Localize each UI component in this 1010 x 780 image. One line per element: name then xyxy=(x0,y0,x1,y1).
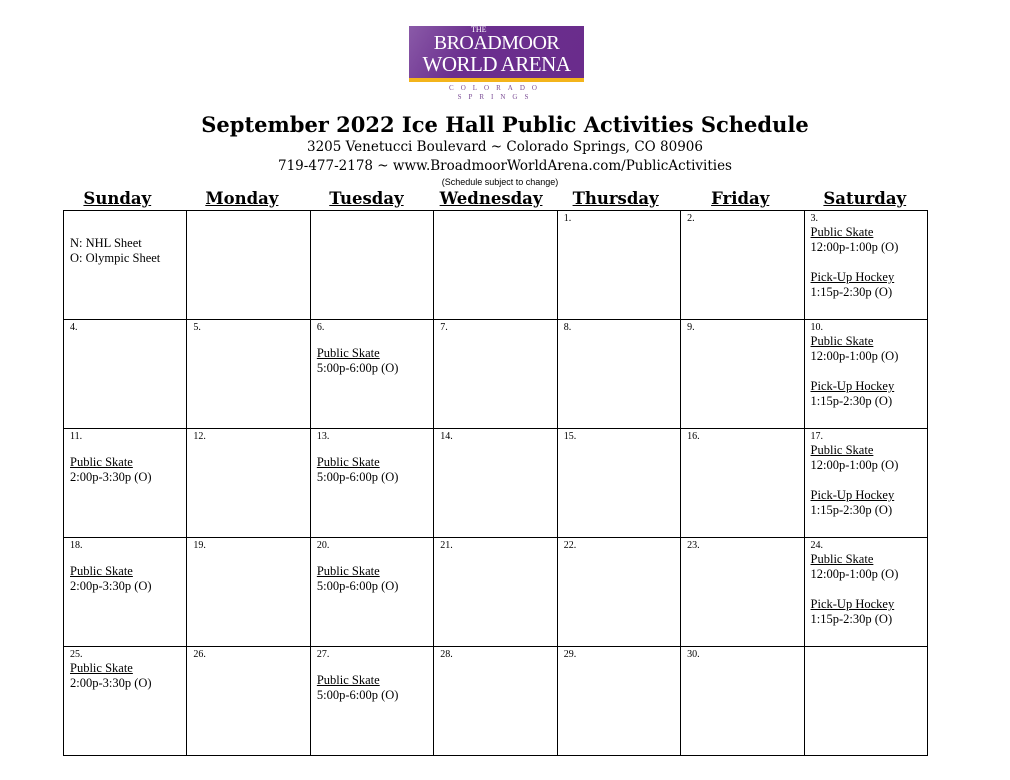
week-row xyxy=(64,320,928,429)
day-number: 10. xyxy=(810,322,824,333)
day-number: 27. xyxy=(316,649,330,660)
event-time: 5:00p-6:00p (O) xyxy=(316,470,399,484)
event xyxy=(811,225,921,255)
day-number: 28. xyxy=(440,649,453,660)
day-cell xyxy=(681,647,804,756)
day-cell xyxy=(557,538,680,647)
event-time: 5:00p-6:00p (O) xyxy=(316,688,399,702)
day-cell xyxy=(681,211,804,320)
event-title: Public Skate xyxy=(70,564,133,578)
logo-the: THE xyxy=(471,26,487,34)
day-number: 11. xyxy=(70,431,83,442)
logo-line-1: BROADMOOR xyxy=(433,32,560,54)
day-cell xyxy=(681,429,804,538)
day-cell xyxy=(310,211,433,320)
day-number: 6. xyxy=(316,322,325,333)
day-cell xyxy=(310,538,433,647)
day-number: 30. xyxy=(687,649,700,660)
day-cell xyxy=(64,320,187,429)
event-time: 1:15p-2:30p (O) xyxy=(810,394,893,408)
event-title: Public Skate xyxy=(316,455,380,469)
logo-subtitle: COLORADO SPRINGS xyxy=(449,84,544,101)
event-title: Pick-Up Hockey xyxy=(810,379,895,393)
event xyxy=(811,270,921,300)
day-number: 21. xyxy=(440,540,453,551)
event xyxy=(811,488,921,518)
event xyxy=(811,552,921,582)
day-cell xyxy=(557,429,680,538)
day-cell xyxy=(434,429,557,538)
event-title: Pick-Up Hockey xyxy=(810,488,895,502)
day-header-tuesday: Tuesday xyxy=(329,189,404,208)
arena-logo xyxy=(409,26,584,78)
event-time: 12:00p-1:00p (O) xyxy=(810,240,899,254)
day-cell xyxy=(187,647,310,756)
event-time: 2:00p-3:30p (O) xyxy=(70,676,152,690)
logo-line-2: WORLD ARENA xyxy=(422,52,571,76)
event xyxy=(811,379,921,409)
day-headers xyxy=(55,189,927,209)
day-number: 22. xyxy=(563,540,577,551)
event xyxy=(317,673,427,703)
schedule-note: (Schedule subject to change) xyxy=(441,177,559,187)
day-number: 12. xyxy=(193,431,206,442)
event-title: Public Skate xyxy=(810,443,874,457)
day-cell xyxy=(804,211,927,320)
contact-info: 719-477-2178 ~ www.BroadmoorWorldArena.com/PublicActivities xyxy=(277,158,732,174)
calendar-grid xyxy=(63,210,928,756)
legend-item: O: Olympic Sheet xyxy=(70,251,161,265)
day-cell xyxy=(804,429,927,538)
day-number: 20. xyxy=(316,540,330,551)
day-number: 5. xyxy=(193,322,201,333)
day-cell xyxy=(187,211,310,320)
day-number: 25. xyxy=(70,649,83,660)
event-time: 5:00p-6:00p (O) xyxy=(316,579,399,593)
day-cell xyxy=(310,429,433,538)
page-title: September 2022 Ice Hall Public Activities Schedule xyxy=(201,112,809,137)
day-cell xyxy=(64,538,187,647)
event-title: Public Skate xyxy=(316,564,380,578)
event-time: 12:00p-1:00p (O) xyxy=(810,567,899,581)
day-cell xyxy=(804,538,927,647)
event-time: 2:00p-3:30p (O) xyxy=(70,470,152,484)
day-cell xyxy=(310,320,433,429)
event-title: Public Skate xyxy=(810,334,874,348)
day-header-saturday: Saturday xyxy=(823,189,907,208)
logo-gold-bar xyxy=(409,78,584,82)
day-number: 8. xyxy=(563,322,572,333)
day-cell xyxy=(557,211,680,320)
day-number: 13. xyxy=(316,431,330,442)
event-time: 1:15p-2:30p (O) xyxy=(810,503,893,517)
day-cell xyxy=(64,211,187,320)
day-cell xyxy=(187,538,310,647)
day-number: 15. xyxy=(563,431,577,442)
day-cell xyxy=(434,211,557,320)
event xyxy=(811,334,921,364)
day-number: 26. xyxy=(193,649,206,660)
day-number: 16. xyxy=(687,431,700,442)
day-cell xyxy=(310,647,433,756)
day-number: 17. xyxy=(810,431,824,442)
event-title: Pick-Up Hockey xyxy=(810,270,895,284)
day-cell xyxy=(64,429,187,538)
event xyxy=(317,455,427,485)
week-row xyxy=(64,647,928,756)
day-header-monday: Monday xyxy=(205,189,279,208)
event-time: 1:15p-2:30p (O) xyxy=(810,285,893,299)
event-title: Public Skate xyxy=(70,455,133,469)
day-header-friday: Friday xyxy=(711,189,770,208)
day-header-sunday: Sunday xyxy=(83,189,152,208)
week-row xyxy=(64,211,928,320)
event xyxy=(317,564,427,594)
event-time: 12:00p-1:00p (O) xyxy=(810,349,899,363)
day-number: 7. xyxy=(440,322,448,333)
address: 3205 Venetucci Boulevard ~ Colorado Springs, CO 80906 xyxy=(306,139,703,155)
event-title: Public Skate xyxy=(810,552,874,566)
day-header-wednesday: Wednesday xyxy=(439,189,543,208)
day-cell xyxy=(804,320,927,429)
day-number: 4. xyxy=(70,322,78,333)
day-cell xyxy=(681,320,804,429)
week-row xyxy=(64,429,928,538)
day-number: 19. xyxy=(193,540,206,551)
day-number: 23. xyxy=(687,540,700,551)
event xyxy=(70,661,180,691)
event-title: Public Skate xyxy=(810,225,874,239)
event xyxy=(70,564,180,594)
event xyxy=(70,455,180,485)
day-cell xyxy=(804,647,927,756)
day-cell xyxy=(434,647,557,756)
event-title: Pick-Up Hockey xyxy=(810,597,895,611)
event-title: Public Skate xyxy=(316,673,380,687)
event-time: 12:00p-1:00p (O) xyxy=(810,458,899,472)
day-cell xyxy=(434,538,557,647)
event xyxy=(811,443,921,473)
day-cell xyxy=(187,320,310,429)
day-header-thursday: Thursday xyxy=(572,189,659,208)
day-cell xyxy=(434,320,557,429)
day-number: 24. xyxy=(810,540,824,551)
day-number: 2. xyxy=(687,213,695,224)
day-cell xyxy=(187,429,310,538)
event-time: 5:00p-6:00p (O) xyxy=(316,361,399,375)
event xyxy=(811,597,921,627)
day-number: 29. xyxy=(563,649,577,660)
event xyxy=(317,346,427,376)
week-row xyxy=(64,538,928,647)
event-time: 2:00p-3:30p (O) xyxy=(70,579,152,593)
event-title: Public Skate xyxy=(70,661,133,675)
event-time: 1:15p-2:30p (O) xyxy=(810,612,893,626)
event-title: Public Skate xyxy=(316,346,380,360)
day-cell xyxy=(64,647,187,756)
day-number: 3. xyxy=(810,213,819,224)
day-number: 14. xyxy=(440,431,453,442)
day-number: 9. xyxy=(687,322,695,333)
day-cell xyxy=(557,320,680,429)
day-cell xyxy=(557,647,680,756)
sheet-legend xyxy=(70,236,180,266)
day-cell xyxy=(681,538,804,647)
day-number: 1. xyxy=(563,213,572,224)
legend-item: N: NHL Sheet xyxy=(70,236,142,250)
day-number: 18. xyxy=(70,540,83,551)
